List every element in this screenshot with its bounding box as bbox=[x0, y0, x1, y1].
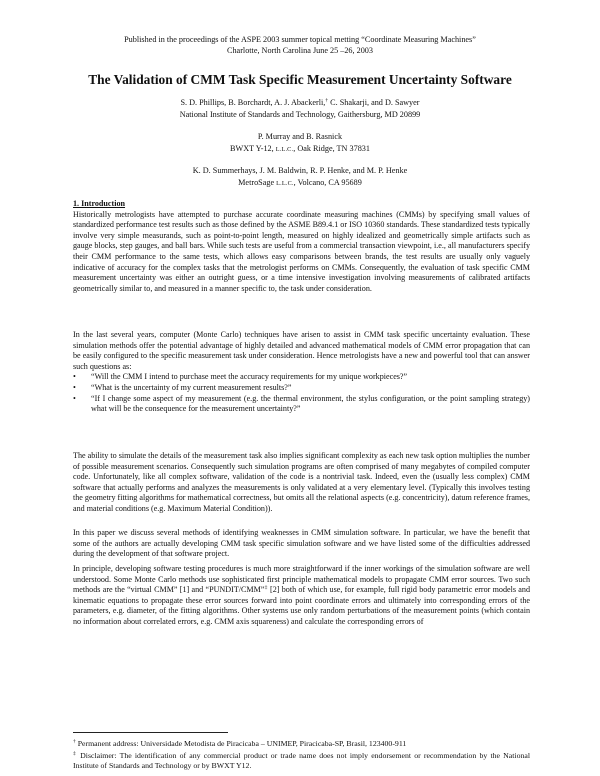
dagger-mark: † bbox=[325, 97, 329, 104]
institution-nist: National Institute of Standards and Technology, Gaithersburg, MD 20899 bbox=[179, 109, 421, 119]
institution-bwxt: BWXT Y-12, L.L.C., Oak Ridge, TN 37831 bbox=[230, 143, 370, 153]
paragraph-2-block bbox=[73, 330, 530, 415]
list-item: • “What is the uncertainty of my current measurement results?” bbox=[73, 383, 530, 394]
footnote-2-mark: ‡ bbox=[73, 750, 77, 757]
author-names-metrosage: K. D. Summerhays, J. M. Baldwin, R. P. Henke, and M. P. Henke bbox=[192, 166, 408, 175]
footnote-1-mark: † bbox=[73, 738, 76, 745]
author-group-metrosage bbox=[0, 165, 600, 189]
section-heading: 1. Introduction bbox=[73, 199, 126, 208]
paragraph-4: In this paper we discuss several methods of identifying weaknesses in CMM simulation software. In particular, we have the benefit that some of the authors are actually developing CMM task specific simulation software and we have listed some of the difficulties addressed during the development of that software project. bbox=[73, 528, 530, 559]
question-list bbox=[73, 372, 530, 414]
publication-line-2: Charlotte, North Carolina June 25 –26, 2003 bbox=[227, 46, 373, 55]
publication-note bbox=[0, 34, 600, 56]
footnote-2: ‡ Disclaimer: The identification of any commercial product or trade name does not imply endorsement or recommendation by the National Institute of Standards and Technology or by BWXT Y12. bbox=[73, 750, 530, 771]
author-group-nist bbox=[0, 97, 600, 120]
author-group-bwxt bbox=[0, 131, 600, 155]
paragraph-3: The ability to simulate the details of the measurement task also implies significant complexity as each new task option multiplies the number of possible measurement scenarios. Consequently such simulation programs are often comprised of many megabytes of compiled computer code. Unfortunately, like all complex software, validation of the code is a nontrivial task. Indeed, even the (usually less complex) CMM software that actually performs and analyzes the measurements is only validated at a very elementary level. (Typically this involves testing the geometry fitting algorithms for mathematical correctness, but omits all the relational aspects (e.g. concentricity), datum reference frames, and material conditions (e.g. Maximum Material Condition)). bbox=[73, 451, 530, 513]
paragraph-2: In the last several years, computer (Monte Carlo) techniques have arisen to assist in CMM task specific uncertainty evaluation. These simulation methods offer the potential advantage of highly detailed and advanced mathematical models of CMM error propagation that can be easily configured to the specific measurement task under consideration. Hence metrologists have a new and powerful tool that can answer such questions as: bbox=[73, 330, 530, 371]
paragraph-1: Historically metrologists have attempted to purchase accurate coordinate measuring machines (CMMs) by specifying small values of standardized performance test results such as those defined by the ASME B89.4.1 or ISO 10360 standards. These standardized tests typically involve very simple measurands, such as point-to-point length, measured on highly idealized and geometrically simple artifacts such as gauge blocks, step gauges, and ball bars. While such tests are useful from a commercial transaction viewpoint, i.e., all manufacturers specify their CMM performance to the same tests, which allows easy comparisons between brands, the test results are usually only vaguely indicative of accuracy for the complex tasks that the metrologist performs on CMMs. Consequently, the evaluation of task specific CMM measurement uncertainty was either an outright guess, or a time intensive investigation involving measurements of calibrated artifacts geometrically similar to, and measured in a manner specific to, the task under consideration. bbox=[73, 209, 530, 293]
institution-metrosage: MetroSage L.L.C., Volcano, CA 95689 bbox=[238, 177, 362, 187]
list-item: • “Will the CMM I intend to purchase meet the accuracy requirements for my unique workpieces?” bbox=[73, 372, 530, 383]
footnote-1: † Permanent address: Universidade Metodista de Piracicaba – UNIMEP, Piracicaba-SP, Brasil, 123400-911 bbox=[73, 738, 407, 748]
publication-line-1: Published in the proceedings of the ASPE 2003 summer topical metting “Coordinate Measuring Machines” bbox=[124, 35, 476, 44]
paper-title: The Validation of CMM Task Specific Measurement Uncertainty Software bbox=[88, 72, 512, 87]
author-names-nist: S. D. Phillips, B. Borchardt, A. J. Abackerli,† C. Shakarji, and D. Sawyer bbox=[180, 97, 420, 107]
paragraph-5: In principle, developing software testing procedures is much more straightforward if the inner workings of the simulation software are well understood. Some Monte Carlo methods use sophisticated first principle mathematical models to propagate CMM error sources. Two such methods are the “virtual CMM” [1] and “PUNDIT/CMM”‡ [2] both of which use, for example, full rigid body parametric error models and kinematic equations to propagate these error sources forward into point coordinate errors and ultimately into corresponding errors of the parameters, e.g. diameter, of the fitting algorithms. Other systems use only random perturbations of the measurement points (which contain no information about correlated errors, e.g. CMM axis squareness) and calculate the corresponding errors of bbox=[73, 564, 530, 626]
list-item: • “If I change some aspect of my measurement (e.g. the thermal environment, the stylus configuration, or the point sampling strategy) what will be the consequence for the measurement uncertainty?” bbox=[73, 394, 530, 415]
author-names-bwxt: P. Murray and B. Rasnick bbox=[257, 132, 343, 141]
footnote-divider bbox=[73, 732, 228, 733]
double-dagger-mark: ‡ bbox=[264, 584, 268, 591]
section-introduction bbox=[73, 199, 530, 294]
